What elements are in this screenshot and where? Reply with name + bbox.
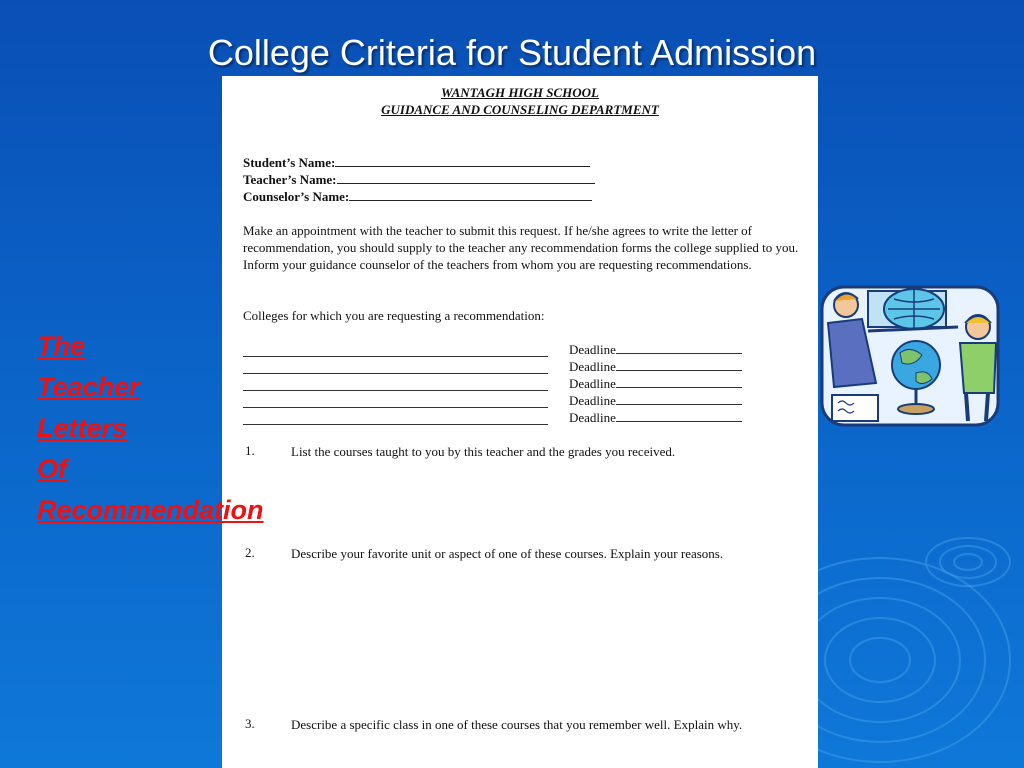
slide-title: College Criteria for Student Admission [207, 32, 817, 73]
counselor-name-line [349, 188, 592, 201]
college-line [243, 389, 548, 391]
side-label-line: Recommendation [37, 495, 264, 525]
deadline-label: Deadline [569, 376, 616, 391]
department-name: GUIDANCE AND COUNSELING DEPARTMENT [381, 102, 659, 117]
school-name: WANTAGH HIGH SCHOOL [441, 85, 599, 100]
deadline-label: Deadline [569, 393, 616, 408]
recommendation-form-document [222, 76, 818, 768]
deadline-row [569, 342, 742, 358]
instructions-paragraph: Make an appointment with the teacher to submit this request. If he/she agrees to write the letter of recommendation, you should supply to the teacher any recommendation forms the college supplied to you. Inform your guidance counselor of the teachers from whom you are requesting recommendations. [243, 223, 799, 272]
college-line [243, 423, 548, 425]
side-label-line: The [37, 331, 86, 361]
deadline-row [569, 376, 742, 392]
student-name-line [335, 154, 590, 167]
deadline-row [569, 393, 742, 409]
college-line [243, 406, 548, 408]
teacher-name-field [243, 171, 595, 188]
student-name-field [243, 154, 590, 171]
side-label-line: Letters [37, 413, 128, 443]
college-line [243, 372, 548, 374]
question-text: List the courses taught to you by this teacher and the grades you received. [291, 444, 676, 459]
question-number: 1. [245, 443, 255, 458]
deadline-label: Deadline [569, 410, 616, 425]
question-number: 2. [245, 545, 255, 560]
side-label [37, 326, 264, 531]
question-text: Describe your favorite unit or aspect of one of these courses. Explain your reasons. [291, 546, 724, 561]
side-label-line: Teacher [37, 372, 140, 402]
teacher-name-label: Teacher’s Name: [243, 172, 337, 187]
deadline-row [569, 359, 742, 375]
counselor-name-label: Counselor’s Name: [243, 189, 350, 204]
student-name-label: Student’s Name: [243, 155, 336, 170]
question-number: 3. [245, 716, 255, 731]
deadline-label: Deadline [569, 359, 616, 374]
teacher-name-line [337, 171, 595, 184]
classroom-globe-clipart [818, 283, 1002, 429]
deadline-row [569, 410, 742, 426]
question-text: Describe a specific class in one of these courses that you remember well. Explain why. [291, 717, 743, 732]
deadline-label: Deadline [569, 342, 616, 357]
side-label-line: Of [37, 454, 67, 484]
colleges-prompt: Colleges for which you are requesting a recommendation: [243, 308, 545, 323]
college-line [243, 355, 548, 357]
counselor-name-field [243, 188, 592, 205]
